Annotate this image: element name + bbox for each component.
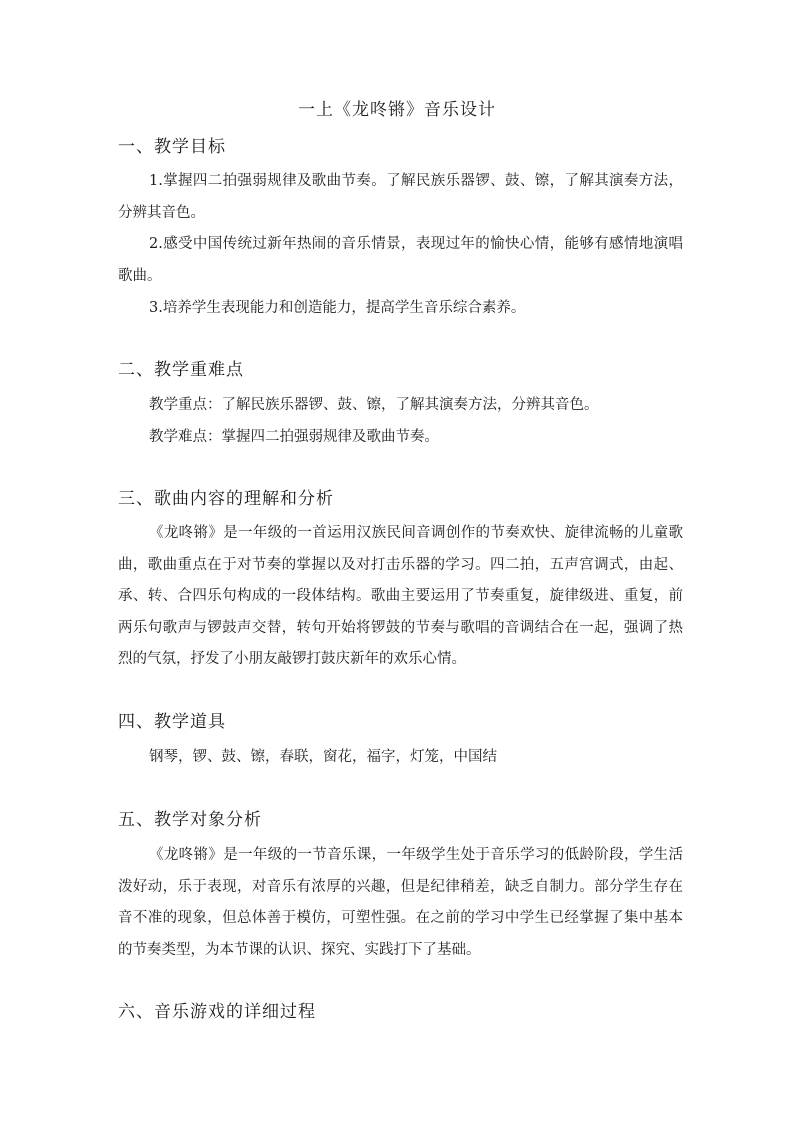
section-heading-students: 五、教学对象分析 xyxy=(118,810,262,830)
section-heading-props: 四、教学道具 xyxy=(118,712,226,732)
objective-item-3: 3.培养学生表现能力和创造能力，提高学生音乐综合素养。 xyxy=(149,300,526,316)
students-analysis-paragraph: 《龙咚锵》是一年级的一节音乐课，一年级学生处于音乐学习的低龄阶段，学生活泼好动，乐于表现，对音乐有浓厚的兴趣，但是纪律稍差，缺乏自制力。部分学生存在音不准的现象，但总体善于模仿，可塑性强。在之前的学习中学生已经掌握了集中基本的节奏类型，为本节课的认识、探究、实践打下了基础。 xyxy=(118,847,683,958)
section-heading-song-analysis: 三、歌曲内容的理解和分析 xyxy=(118,489,334,509)
objective-item-2: 2.感受中国传统过新年热闹的音乐情景，表现过年的愉快心情，能够有感情地演唱歌曲。 xyxy=(118,236,683,284)
section-heading-objectives: 一、教学目标 xyxy=(118,137,226,157)
document-title: 一上《龙咚锵》音乐设计 xyxy=(298,100,496,120)
objective-item-1: 1.掌握四二拍强弱规律及歌曲节奏。了解民族乐器锣、鼓、镲，了解其演奏方法，分辨其音色。 xyxy=(118,173,683,221)
section-heading-music-game: 六、音乐游戏的详细过程 xyxy=(118,1002,316,1022)
section-heading-key-points: 二、教学重难点 xyxy=(118,360,244,380)
props-list: 钢琴，锣、鼓、镲，春联，窗花，福字，灯笼，中国结 xyxy=(149,749,497,765)
key-point-item: 教学重点：了解民族乐器锣、鼓、镲，了解其演奏方法，分辨其音色。 xyxy=(149,397,599,413)
difficulty-item: 教学难点：掌握四二拍强弱规律及歌曲节奏。 xyxy=(149,429,439,445)
song-analysis-paragraph: 《龙咚锵》是一年级的一首运用汉族民间音调创作的节奏欢快、旋律流畅的儿童歌曲，歌曲重点在于对节奏的掌握以及对打击乐器的学习。四二拍，五声宫调式，由起、承、转、合四乐句构成的一段体结构。歌曲主要运用了节奏重复，旋律级进、重复，前两乐句歌声与锣鼓声交替，转句开始将锣鼓的节奏与歌唱的音调结合在一起，强调了热烈的气氛，抒发了小朋友敲锣打鼓庆新年的欢乐心情。 xyxy=(118,525,683,667)
